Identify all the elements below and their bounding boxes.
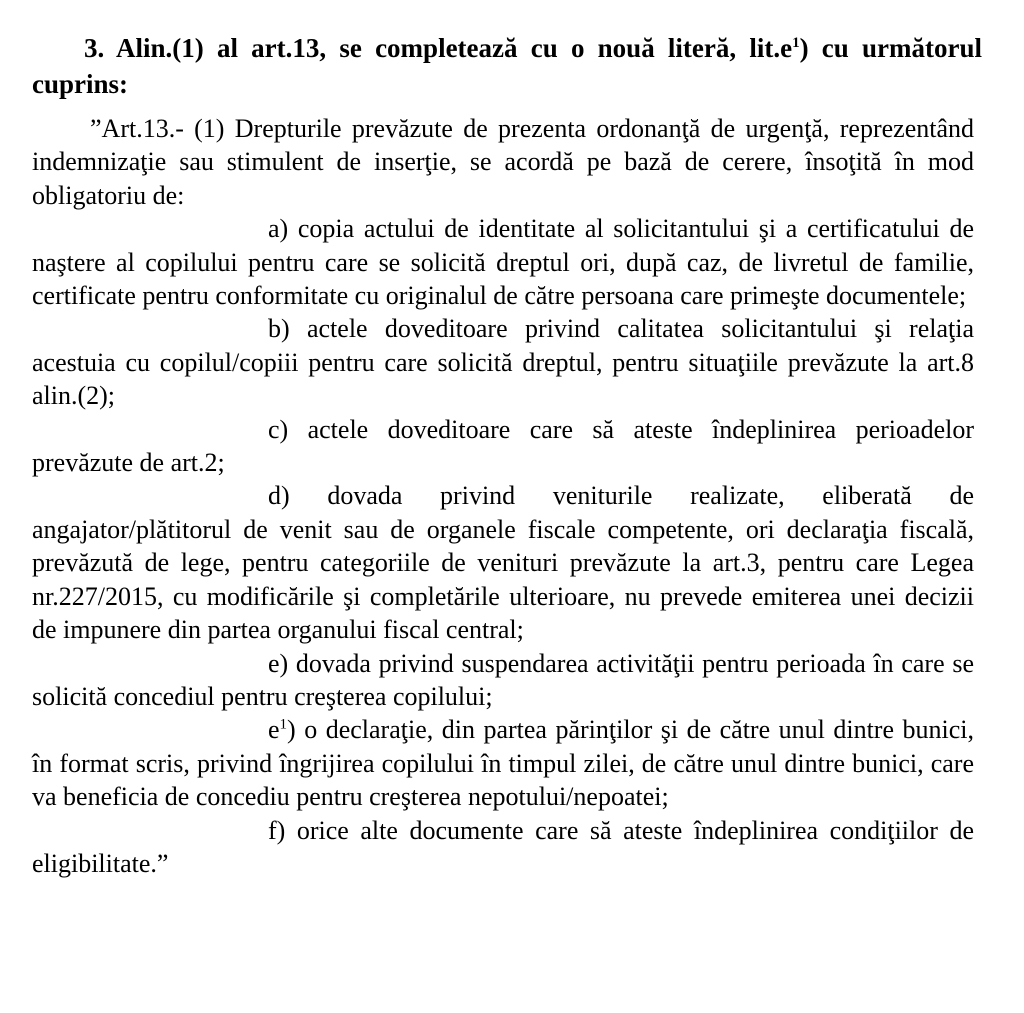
heading-text-a: 3. Alin.(1) al art.13, se completează cu o nouă literă, lit.e	[84, 33, 793, 63]
heading-superscript: 1	[792, 35, 800, 51]
item-e1-superscript: 1	[279, 716, 288, 733]
list-item-a: a) copia actului de identitate al solicitantului şi a certificatului de naştere al copilului pentru care se solicită dreptul ori, după caz, de livretul de familie, certificate pentru conformitate cu originalul de către persoana care primeşte documentele;	[32, 214, 974, 311]
article-intro: ”Art.13.- (1) Drepturile prevăzute de prezenta ordonanţă de urgenţă, reprezentând indemnizaţie sau stimulent de inserţie, se acordă pe bază de cerere, însoţită în mod obligatoriu de:	[32, 114, 974, 210]
heading-text-b: ) cu următorul	[799, 33, 982, 63]
heading-line-1	[32, 30, 982, 66]
list-item-c: c) actele doveditoare care să ateste îndeplinirea perioadelor prevăzute de art.2;	[32, 414, 974, 478]
list-item-d: d) dovada privind veniturile realizate, eliberată de angajator/plătitorul de venit sau de organele fiscale competente, ori declaraţia fiscală, prevăzută de lege, pentru categoriile de venituri prevăzute la art.3, pentru care Legea nr.227/2015, cu modificările şi completările ulterioare, nu prevede emiterea unei decizii de impunere din partea organului fiscal central;	[32, 481, 974, 645]
item-e1-letter: e	[268, 715, 280, 745]
list-item-e1	[32, 713, 974, 813]
article-body	[32, 112, 974, 880]
list-item-f: f) orice alte documente care să ateste îndeplinirea condiţiilor de eligibilitate.”	[32, 815, 974, 878]
amendment-heading	[32, 30, 982, 102]
item-e1-text: ) o declaraţie, din partea părinţilor şi de către unul dintre bunici, în format scris, privind îngrijirea copilului în timpul zilei, de către unul dintre bunici, care va beneficia de concediu pentru creşterea nepotului/nepoatei;	[32, 715, 974, 812]
heading-line-2: cuprins:	[32, 69, 129, 99]
list-item-b: b) actele doveditoare privind calitatea solicitantului şi relaţia acestuia cu copilul/copiii pentru care solicită dreptul, pentru situaţiile prevăzute la art.8 alin.(2);	[32, 314, 974, 411]
list-item-e: e) dovada privind suspendarea activităţii pentru perioada în care se solicită concediul pentru creşterea copilului;	[32, 648, 974, 711]
